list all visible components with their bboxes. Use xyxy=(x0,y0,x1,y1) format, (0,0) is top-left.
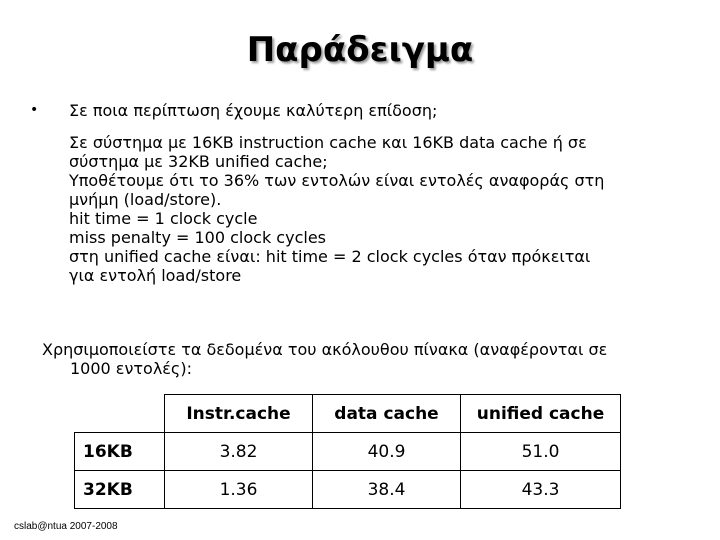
footer-credit: cslab@ntua 2007-2008 xyxy=(14,521,118,532)
slide-title: Παράδειγμα xyxy=(246,30,474,70)
row-header: 16KB xyxy=(75,433,165,471)
detail-line: μνήμη (load/store). xyxy=(69,190,222,209)
table-row xyxy=(75,471,621,509)
table-cell: 51.0 xyxy=(461,433,621,471)
table-cell: 43.3 xyxy=(461,471,621,509)
column-header: Instr.cache xyxy=(165,395,313,433)
column-header: unified cache xyxy=(461,395,621,433)
table-cell: 40.9 xyxy=(313,433,461,471)
instruction-line: Χρησιμοποιείστε τα δεδομένα του ακόλουθου πίνακα (αναφέρονται σε xyxy=(42,340,608,359)
instruction-line: 1000 εντολές): xyxy=(70,359,192,378)
bullet-marker: • xyxy=(30,102,39,118)
table-cell: 1.36 xyxy=(165,471,313,509)
detail-line: για εντολή load/store xyxy=(69,266,242,285)
table-row xyxy=(75,433,621,471)
table-corner-cell xyxy=(75,395,165,433)
table-cell: 3.82 xyxy=(165,433,313,471)
column-header: data cache xyxy=(313,395,461,433)
detail-line: Σε σύστημα με 16KB instruction cache και 16KB data cache ή σε xyxy=(69,133,587,152)
row-header: 32KB xyxy=(75,471,165,509)
instruction-text xyxy=(42,340,692,378)
detail-line: Υποθέτουμε ότι το 36% των εντολών είναι εντολές αναφοράς στη xyxy=(69,171,605,190)
detail-line: miss penalty = 100 clock cycles xyxy=(69,228,326,247)
detail-line: στη unified cache είναι: hit time = 2 clock cycles όταν πρόκειται xyxy=(69,247,591,266)
detail-line: σύστημα με 32KB unified cache; xyxy=(69,152,328,171)
bullet-question: Σε ποια περίπτωση έχουμε καλύτερη επίδοση; xyxy=(69,101,438,120)
cache-miss-table xyxy=(74,394,621,509)
table-cell: 38.4 xyxy=(313,471,461,509)
bullet-details xyxy=(69,133,689,285)
detail-line: hit time = 1 clock cycle xyxy=(69,209,258,228)
table-header-row xyxy=(75,395,621,433)
